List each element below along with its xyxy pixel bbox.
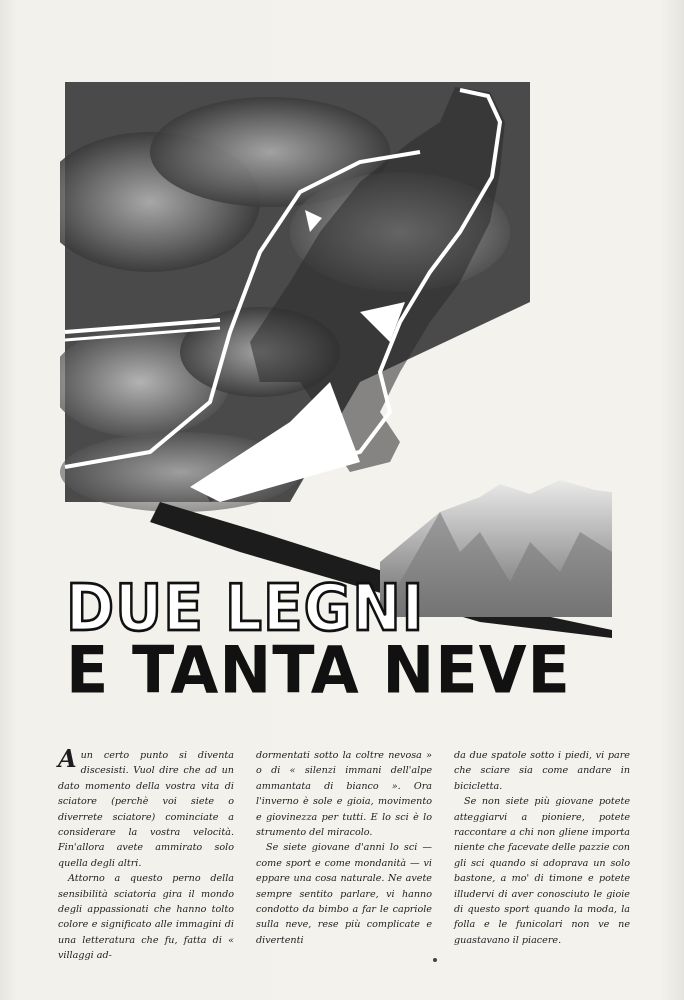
headline-line-1: DUE LEGNI xyxy=(66,570,425,646)
article-column-1 xyxy=(58,744,234,964)
paragraph: dormentati sotto la coltre nevosa » o di « silenzi immani dell'alpe ammantata di bianco ». Ora l'inverno è sole e gioia, movimento e giovinezza per tutti. E lo sci è lo strumento del miracolo. xyxy=(256,750,432,839)
paragraph xyxy=(58,744,234,871)
article-column-2 xyxy=(256,748,432,964)
paragraph-text: un certo punto si diventa discesisti. Vuol dire che ad un dato momento della vostra vita di sciatore (perchè voi siete o diverrete sciatore) cominciate a considerare la vostra velocità. Fin'allora avete ammirato solo quella degli altri. xyxy=(58,750,234,869)
article-columns xyxy=(58,744,630,964)
paragraph: da due spatole sotto i piedi, vi pare che sciare sia come andare in bicicletta. xyxy=(454,750,630,792)
headline-line-2: E TANTA NEVE xyxy=(66,631,571,709)
dropcap: A xyxy=(58,744,77,773)
page-mark xyxy=(433,958,437,962)
skier-illustration xyxy=(60,82,620,642)
paragraph: Se siete giovane d'anni lo sci — come sport e come mondanità — vi eppare una cosa naturale. Ne avete sempre sentito parlare, vi hanno condotto da bimbo a far le capriole sulla neve, rese più complicate e divertenti xyxy=(256,842,432,946)
paragraph: Attorno a questo perno della sensibilità sciatoria gira il mondo degli appassionati che hanno tolto colore e significato alle immagini di una letteratura che fu, fatta di « villaggi ad- xyxy=(58,873,234,962)
paragraph: Se non siete più giovane potete atteggiarvi a pioniere, potete raccontare a chi non gliene importa niente che facevate delle pazzie con gli sci quando si adoprava un solo bastone, a mo' di timone e potete illudervi di aver conosciuto le gioie di questo sport quando la moda, la folla e le funicolari non ve ne guastavano il piacere. xyxy=(454,796,630,946)
article-column-3 xyxy=(454,748,630,964)
